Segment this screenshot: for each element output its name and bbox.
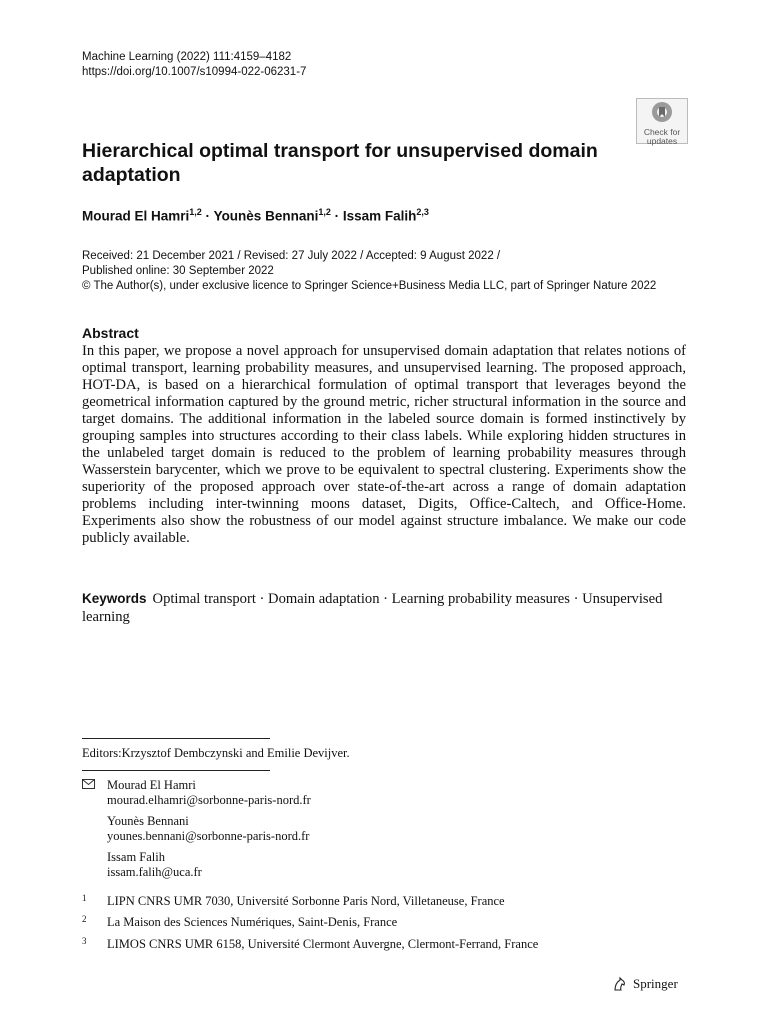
springer-horse-icon (612, 976, 628, 992)
affiliation-number: 1 (82, 893, 87, 903)
author-separator: · (201, 208, 214, 224)
journal-header (82, 50, 306, 80)
editors-note: Editors:Krzysztof Dembczynski and Emilie Devijver. (82, 746, 350, 760)
envelope-icon (82, 779, 95, 789)
author-name[interactable]: Mourad El Hamri (82, 208, 190, 224)
contact-name: Issam Falih (107, 850, 165, 864)
keywords-heading: Keywords (82, 591, 147, 606)
contact-name: Younès Bennani (107, 814, 189, 828)
contact-name: Mourad El Hamri (107, 778, 196, 792)
author-name[interactable]: Younès Bennani (213, 208, 319, 224)
affiliation-number: 3 (82, 936, 87, 946)
author-affiliation-sup: 1,2 (318, 207, 331, 217)
abstract-heading: Abstract (82, 325, 139, 341)
publication-history (82, 249, 702, 294)
badge-line-2: updates (646, 136, 678, 146)
affiliation-text: La Maison des Sciences Numériques, Saint-Denis, France (107, 915, 398, 929)
badge-line-1: Check for (643, 127, 681, 137)
contact-entry (107, 814, 309, 844)
contact-entry (107, 778, 311, 808)
contact-divider (82, 770, 270, 771)
contact-email[interactable]: issam.falih@uca.fr (107, 865, 202, 879)
published-online: Published online: 30 September 2022 (82, 265, 274, 277)
abstract-text: In this paper, we propose a novel approach for unsupervised domain adaptation that relates notions of optimal transport, learning probability measures, and unsupervised learning. The proposed approach, HOT-DA, is based on a hierarchical formulation of optimal transport that leverages beyond the geometrical information captured by the ground metric, richer structural information in the source and target domains. The additional information in the labeled source domain is formed instinctively by grouping samples into structures according to their class labels. While exploring hidden structures in the unlabeled target domain is reduced to the problem of learning probability measures through Wasserstein barycenter, which we prove to be equivalent to spectral clustering. Experiments show the superiority of the proposed approach over state-of-the-art across a range of domain adaptation problems including inter-twinning moons dataset, Digits, Office-Caltech, and Office-Home. Experiments also show the robustness of our model against structure imbalance. We make our code publicly available. (82, 343, 686, 546)
footnote-divider (82, 738, 270, 739)
affiliation-number: 2 (82, 914, 87, 924)
journal-citation: Machine Learning (2022) 111:4159–4182 (82, 51, 292, 63)
author-affiliation-sup: 2,3 (416, 207, 429, 217)
doi-link[interactable]: https://doi.org/10.1007/s10994-022-06231-7 (82, 66, 307, 78)
publisher-name: Springer (633, 976, 678, 991)
contact-email[interactable]: mourad.elhamri@sorbonne-paris-nord.fr (107, 793, 311, 807)
keywords (82, 590, 686, 626)
affiliation-text: LIPN CNRS UMR 7030, Université Sorbonne Paris Nord, Villetaneuse, France (107, 894, 505, 908)
copyright-line: © The Author(s), under exclusive licence to Springer Science+Business Media LLC, part of Springer Nature 2022 (82, 280, 657, 292)
bookmark-crossmark-icon (649, 101, 675, 123)
publisher-logo (612, 974, 678, 994)
check-for-updates-badge[interactable] (636, 98, 688, 144)
paper-title: Hierarchical optimal transport for unsupervised domain adaptation (82, 140, 598, 186)
author-separator: · (330, 208, 343, 224)
dates-line: Received: 21 December 2021 / Revised: 27 July 2022 / Accepted: 9 August 2022 / (82, 250, 501, 262)
affiliation-text: LIMOS CNRS UMR 6158, Université Clermont Auvergne, Clermont-Ferrand, France (107, 937, 539, 951)
contact-email[interactable]: younes.bennani@sorbonne-paris-nord.fr (107, 829, 310, 843)
author-name[interactable]: Issam Falih (342, 208, 417, 224)
keywords-text: Optimal transport · Domain adaptation · Learning probability measures · Unsupervised learning (82, 591, 663, 625)
contact-entry (107, 850, 202, 880)
author-list (82, 207, 429, 224)
author-affiliation-sup: 1,2 (189, 207, 202, 217)
